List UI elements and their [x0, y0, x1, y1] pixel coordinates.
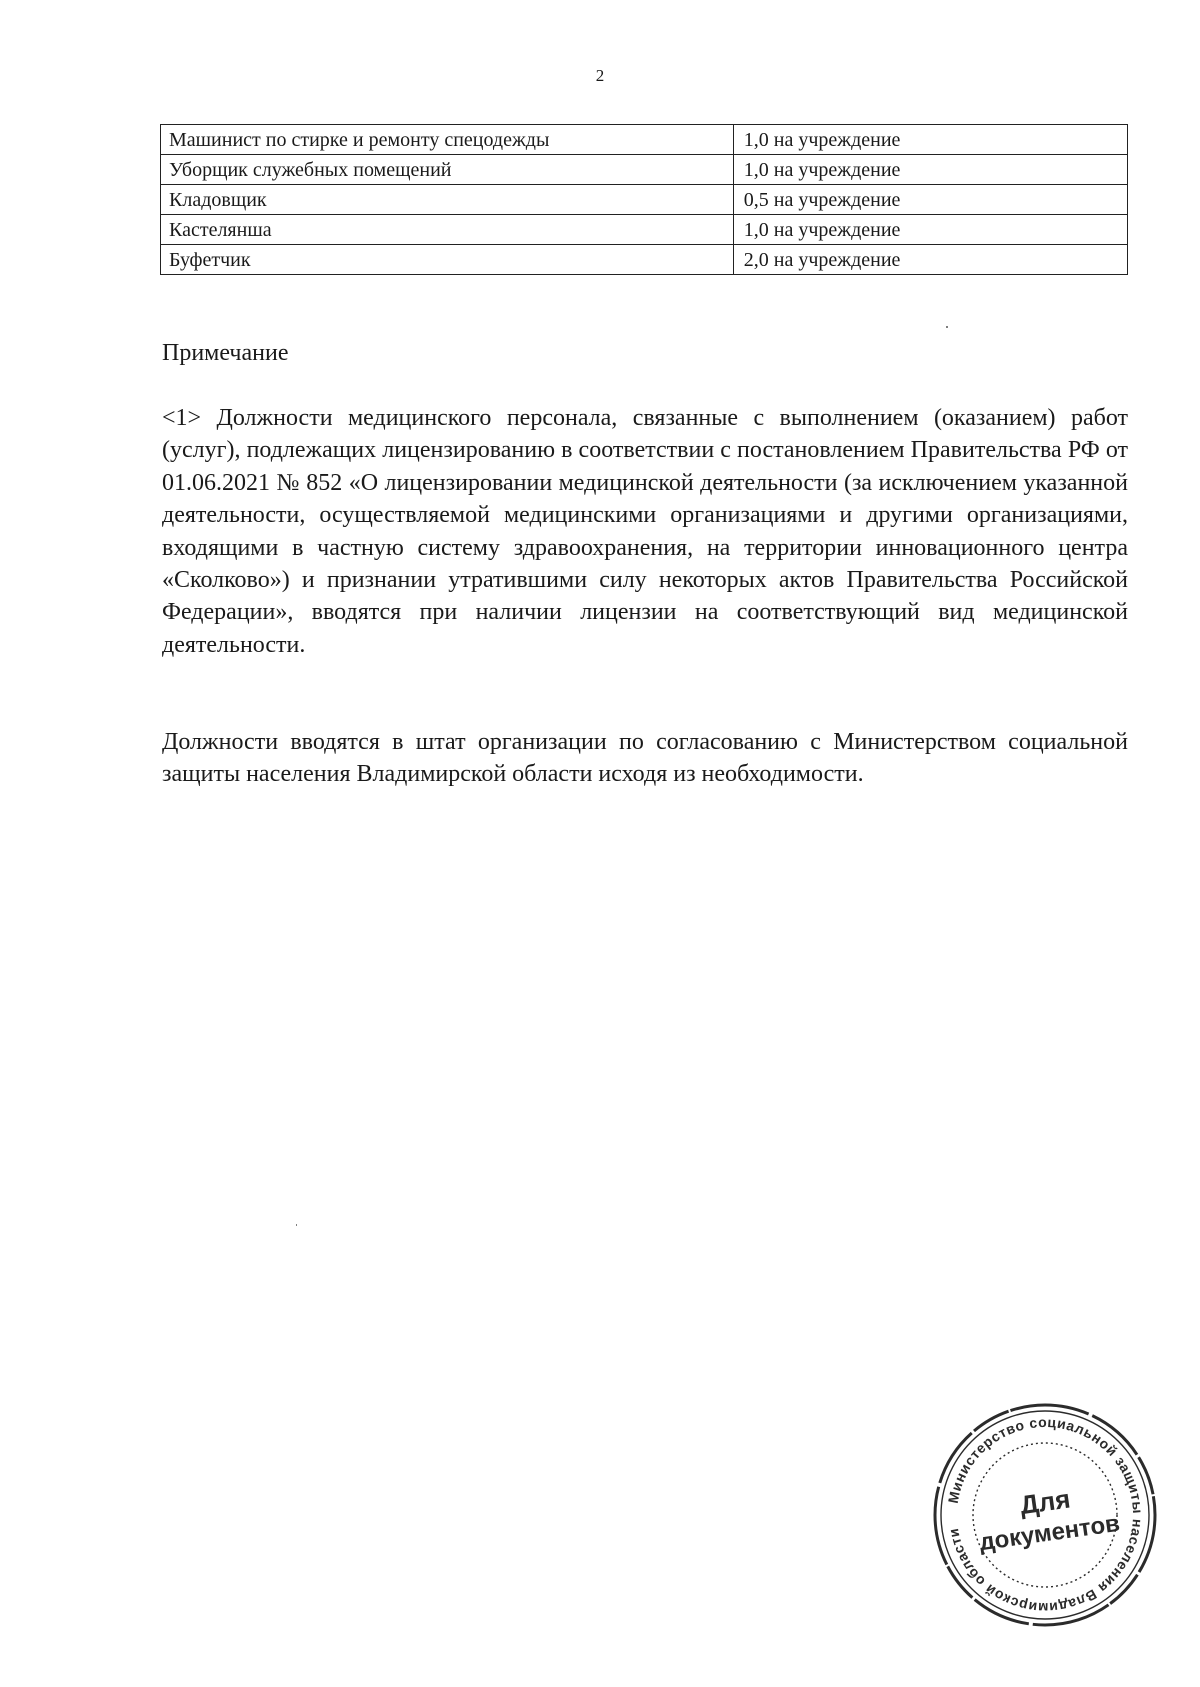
stamp-center-line1: Для — [1018, 1483, 1073, 1521]
note-title: Примечание — [162, 340, 289, 366]
scan-speck — [296, 1224, 297, 1226]
scan-speck — [946, 326, 948, 328]
position-cell: Кастелянша — [161, 215, 734, 245]
page-number: 2 — [595, 66, 605, 85]
rate-cell: 1,0 на учреждение — [733, 215, 1127, 245]
rate-cell: 1,0 на учреждение — [733, 125, 1127, 155]
stamp-ring-text: Министерство социальной защиты населения Владимирской области — [944, 1413, 1147, 1617]
position-cell: Буфетчик — [161, 245, 734, 275]
rate-cell: 0,5 на учреждение — [733, 185, 1127, 215]
table-row — [161, 185, 1128, 215]
stamp-center-line2: документов — [977, 1509, 1122, 1557]
table-row — [161, 125, 1128, 155]
table-row — [161, 215, 1128, 245]
official-stamp — [930, 1400, 1160, 1630]
position-cell: Машинист по стирке и ремонту спецодежды — [161, 125, 734, 155]
staff-table — [160, 124, 1128, 275]
closing-paragraph: Должности вводятся в штат организации по согласованию с Министерством социальной защиты населения Владимирской области исходя из необходимости. — [162, 729, 1128, 788]
position-cell: Кладовщик — [161, 185, 734, 215]
rate-cell: 2,0 на учреждение — [733, 245, 1127, 275]
rate-cell: 1,0 на учреждение — [733, 155, 1127, 185]
footnote-text: <1> Должности медицинского персонала, связанные с выполнением (оказанием) работ (услуг), подлежащих лицензированию в соответствии с постановлением Правительства РФ от 01.06.2021 № 852 «О лицензировании медицинской деятельности (за исключением указанной деятельности, осуществляемой медицинскими организациями и другими организациями, входящими в частную систему здравоохранения, на территории инновационного центра «Сколково») и признании утратившими силу некоторых актов Правительства Российской Федерации», вводятся при наличии лицензии на соответствующий вид медицинской деятельности. — [162, 405, 1128, 658]
table-row — [161, 155, 1128, 185]
position-cell: Уборщик служебных помещений — [161, 155, 734, 185]
table-row — [161, 245, 1128, 275]
